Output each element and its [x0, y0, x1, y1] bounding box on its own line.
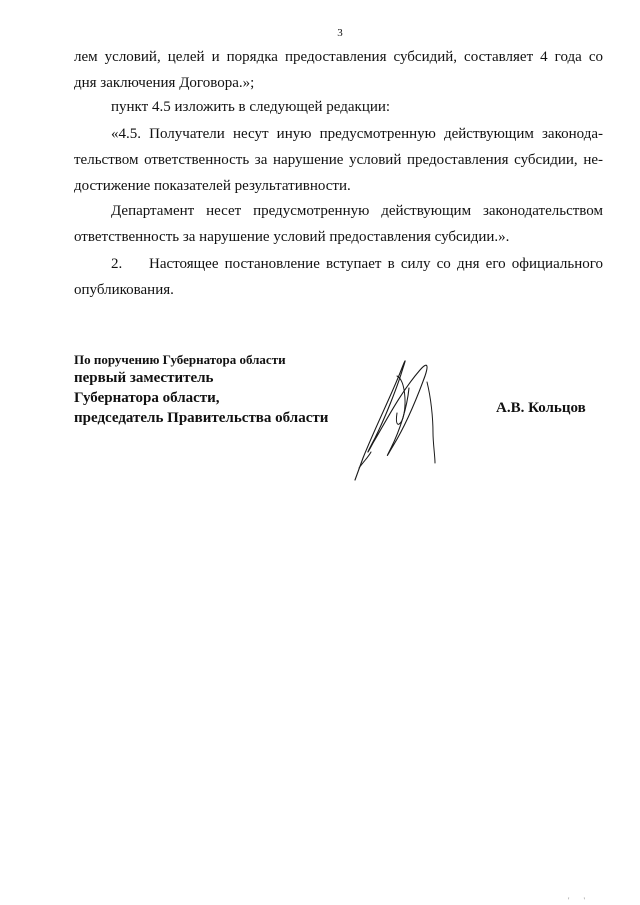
handwritten-signature-icon	[345, 348, 455, 483]
item-number: 2.	[111, 256, 123, 272]
text-line: Департамент несет предусмотренную действующим законодательством	[111, 203, 603, 219]
paragraph-department	[74, 198, 603, 250]
text-line: тельством ответственность за нарушение условий предоставления субсидии, не-	[74, 152, 603, 168]
text-line: опубликования.	[74, 282, 174, 298]
signatory-line: председатель Правительства области	[74, 410, 329, 426]
paragraph-effective-date	[74, 251, 603, 303]
text-line	[74, 251, 603, 277]
page-number: 3	[337, 27, 343, 39]
paragraph-amendment-intro	[74, 94, 603, 120]
text-line: лем условий, целей и порядка предоставления субсидий, составляет 4 года со	[74, 49, 603, 65]
signatory-line: По поручению Губернатора области	[74, 352, 286, 367]
signatory-title	[74, 351, 328, 428]
signer-name: А.В. Кольцов	[496, 400, 586, 416]
paragraph-continuation	[74, 44, 603, 96]
text-line: ответственность за нарушение условий предоставления субсидии.».	[74, 229, 510, 245]
signatory-line: первый заместитель	[74, 370, 214, 386]
text-line: дня заключения Договора.»;	[74, 75, 255, 91]
item-text: Настоящее постановление вступает в силу со дня его официального	[149, 256, 603, 272]
text-line: достижение показателей результативности.	[74, 178, 351, 194]
paragraph-clause-4-5	[74, 121, 603, 199]
text-line: «4.5. Получатели несут иную предусмотренную действующим законода-	[111, 126, 603, 142]
signatory-line: Губернатора области,	[74, 390, 220, 406]
scan-marks: ' '	[568, 896, 591, 905]
text-line: пункт 4.5 изложить в следующей редакции:	[111, 99, 391, 115]
